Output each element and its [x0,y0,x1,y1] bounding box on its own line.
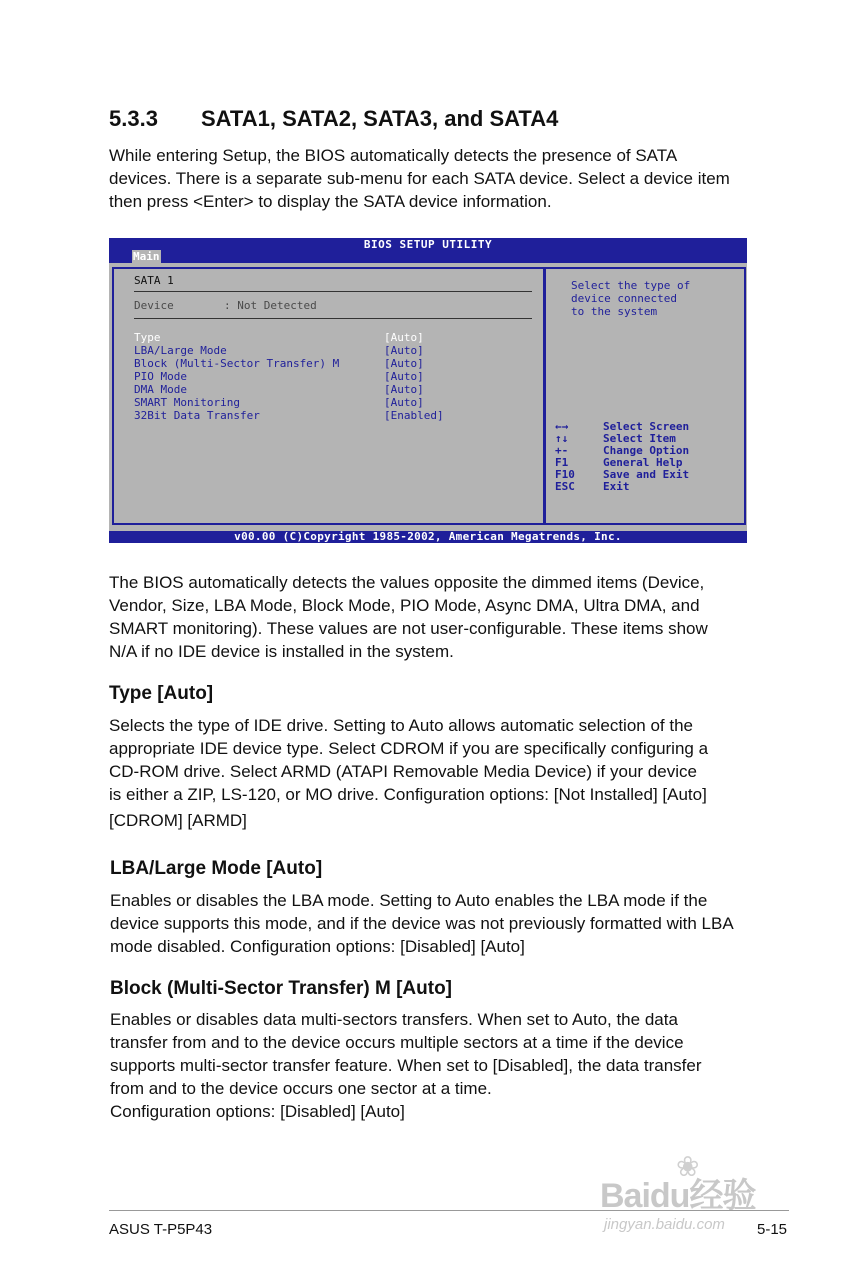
watermark-url: jingyan.baidu.com [604,1216,725,1233]
bios-item-type[interactable] [134,331,534,344]
bios-item-smart-monitoring[interactable] [134,396,534,409]
bios-divider [134,318,532,319]
paw-icon: ❀ [676,1151,700,1182]
bios-key: F10 [555,468,575,481]
footer-product: ASUS T-P5P43 [109,1221,213,1238]
type-line: Selects the type of IDE drive. Setting to Auto allows automatic selection of the [109,716,693,735]
bios-item-value: [Auto] [384,370,424,383]
block-line: Enables or disables data multi-sectors transfers. When set to Auto, the data [110,1010,678,1029]
bios-screenshot [109,238,747,543]
bios-panel-heading: SATA 1 [134,274,174,287]
bios-key-desc: Change Option [603,444,690,457]
bios-key-desc: Select Screen [603,420,690,433]
bios-key-desc: Select Item [603,432,676,445]
bios-device-label: Device [134,299,174,312]
bios-item-value: [Auto] [384,331,424,344]
bios-item-label: SMART Monitoring [134,396,240,409]
bios-item-value: [Enabled] [384,409,444,422]
bios-key: F1 [555,456,569,469]
bios-item-block-mode[interactable] [134,357,534,370]
bios-key-desc: Exit [603,480,630,493]
intro-line: then press <Enter> to display the SATA device information. [109,192,552,211]
bios-item-list [134,331,534,422]
bios-item-label: PIO Mode [134,370,187,383]
intro-paragraph [109,144,730,213]
bios-key-legend [555,421,735,493]
bios-help-line: to the system [571,305,658,318]
bios-key-row [555,469,735,481]
bios-copyright-bar: v00.00 (C)Copyright 1985-2002, American Megatrends, Inc. [109,531,747,543]
lba-line: device supports this mode, and if the device was not previously formatted with LBA [110,914,734,933]
type-line: CD-ROM drive. Select ARMD (ATAPI Removable Media Device) if your device [109,762,697,781]
section-title: SATA1, SATA2, SATA3, and SATA4 [201,106,559,131]
bios-key-desc: Save and Exit [603,468,690,481]
bios-key: +- [555,444,569,457]
section-heading [109,106,558,132]
bios-item-32bit-transfer[interactable] [134,409,534,422]
bios-help-panel [543,267,746,525]
bios-item-label: LBA/Large Mode [134,344,227,357]
bios-item-label: DMA Mode [134,383,187,396]
intro-line: While entering Setup, the BIOS automatically detects the presence of SATA [109,146,678,165]
lba-heading: LBA/Large Mode [Auto] [110,858,323,879]
bios-device-value: : Not Detected [224,299,317,312]
bios-item-label: Block (Multi-Sector Transfer) M [134,357,340,370]
bios-device-row [134,299,317,312]
footer-page-number: 5-15 [757,1221,788,1238]
bios-key-row [555,481,735,493]
bios-item-value: [Auto] [384,383,424,396]
intro-line: devices. There is a separate sub-menu for each SATA device. Select a device item [109,169,730,188]
detect-line: Vendor, Size, LBA Mode, Block Mode, PIO Mode, Async DMA, Ultra DMA, and [109,596,700,615]
footer-divider [109,1210,789,1211]
watermark-brand: Baidu经验 [600,1177,756,1215]
lba-line: Enables or disables the LBA mode. Setting to Auto enables the LBA mode if the [110,891,708,910]
detect-line: The BIOS automatically detects the values opposite the dimmed items (Device, [109,573,705,592]
block-line: supports multi-sector transfer feature. When set to [Disabled], the data transfer [110,1056,702,1075]
bios-item-pio-mode[interactable] [134,370,534,383]
bios-key-desc: General Help [603,456,683,469]
block-line: transfer from and to the device occurs multiple sectors at a time if the device [110,1033,684,1052]
detect-line: N/A if no IDE device is installed in the system. [109,642,454,661]
block-line: Configuration options: [Disabled] [Auto] [110,1102,405,1121]
bios-item-label: 32Bit Data Transfer [134,409,260,422]
bios-title-bar [109,238,747,263]
bios-settings-panel [112,267,546,525]
type-heading: Type [Auto] [109,683,214,704]
bios-key: ↑↓ [555,432,569,445]
bios-item-lba-large-mode[interactable] [134,344,534,357]
bios-item-value: [Auto] [384,357,424,370]
bios-key: ←→ [555,420,569,433]
type-line: [CDROM] [ARMD] [109,811,247,830]
bios-title: BIOS SETUP UTILITY [363,238,493,251]
bios-key: ESC [555,480,575,493]
bios-divider [134,291,532,292]
bios-help-text [571,279,690,318]
type-line: appropriate IDE device type. Select CDROM if you are specifically configuring a [109,739,709,758]
lba-line: mode disabled. Configuration options: [Disabled] [Auto] [110,937,525,956]
type-paragraph [109,714,708,832]
bios-item-dma-mode[interactable] [134,383,534,396]
bios-item-value: [Auto] [384,344,424,357]
bios-help-line: device connected [571,292,677,305]
detect-paragraph [109,571,708,663]
type-line: is either a ZIP, LS-120, or MO drive. Configuration options: [Not Installed] [Auto] [109,785,707,804]
bios-tab-main[interactable]: Main [133,250,160,263]
block-paragraph [110,1008,702,1123]
bios-item-label: Type [134,331,161,344]
detect-line: SMART monitoring). These values are not user-configurable. These items show [109,619,708,638]
section-number: 5.3.3 [109,106,158,131]
bios-help-line: Select the type of [571,279,691,292]
block-line: from and to the device occurs one sector at a time. [110,1079,492,1098]
block-heading: Block (Multi-Sector Transfer) M [Auto] [110,978,453,999]
bios-item-value: [Auto] [384,396,424,409]
lba-paragraph [110,889,734,958]
